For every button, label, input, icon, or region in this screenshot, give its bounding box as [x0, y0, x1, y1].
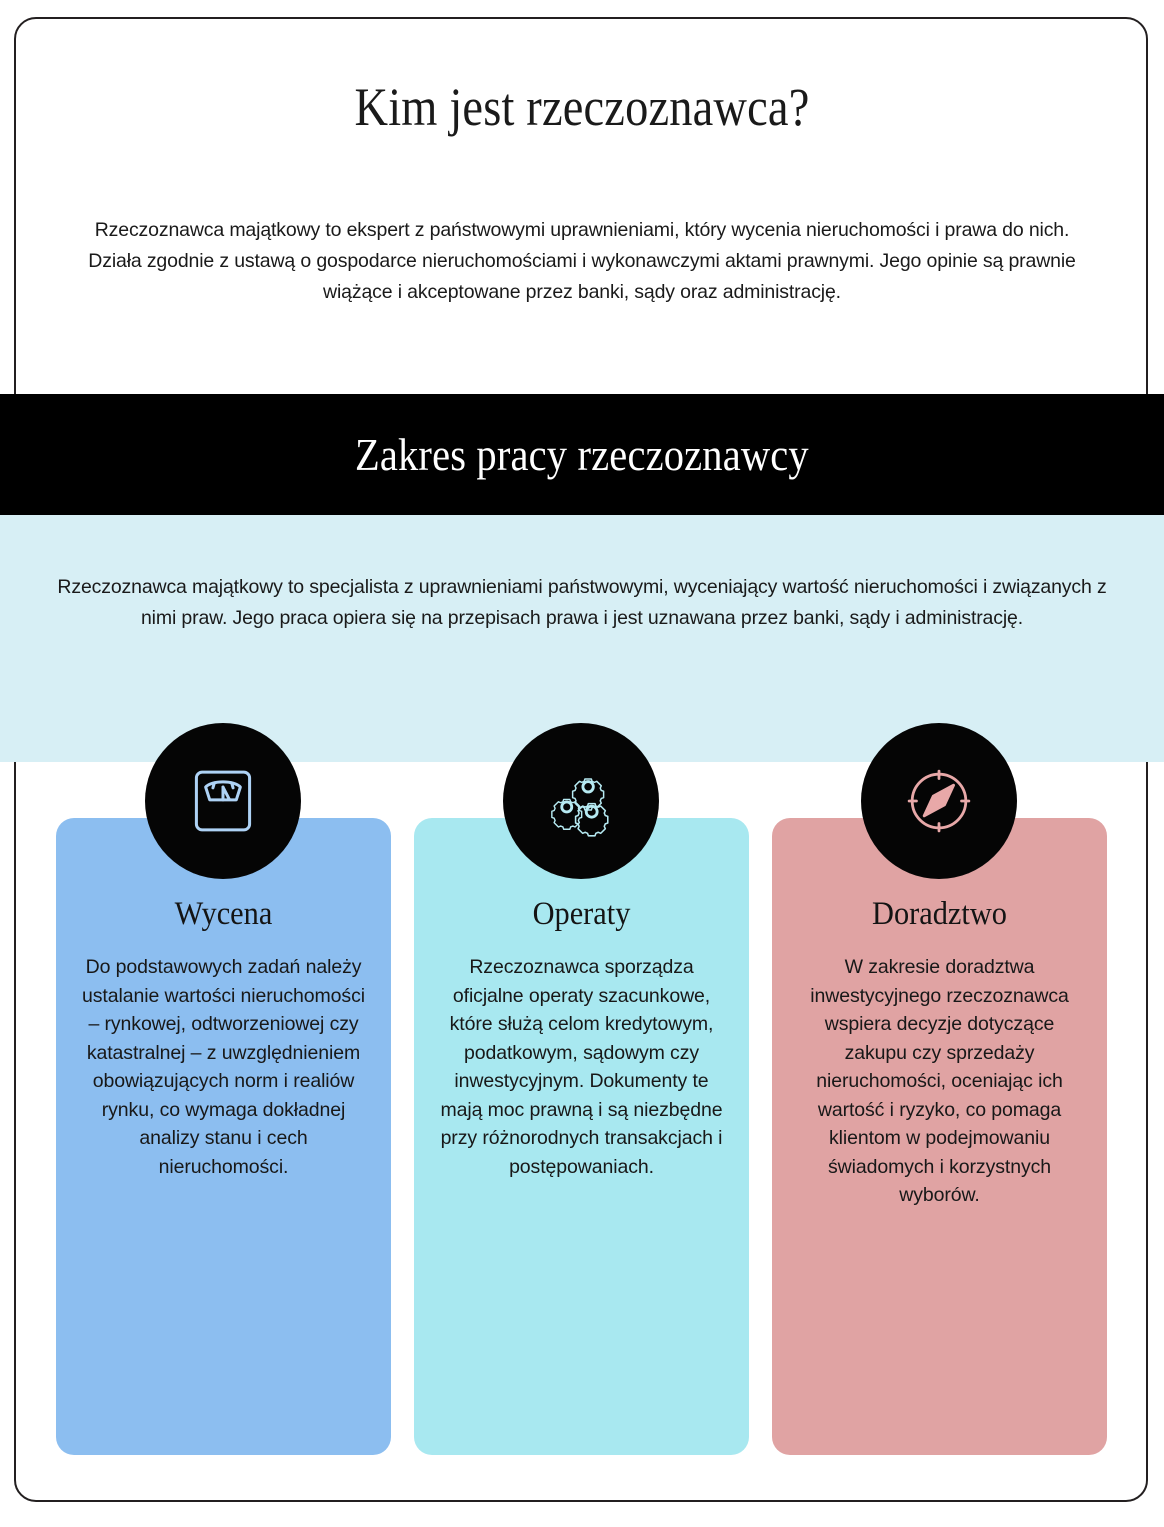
card-body-doradztwo: W zakresie doradztwa inwestycyjnego rzeczoznawca wspiera decyzje dotyczące zakupu czy sprzedaży nieruchomości, oceniając ich wartość i ryzyko, co pomaga klientom w podejmowaniu świadomych i korzystnych wyborów. — [810, 956, 1069, 1206]
icon-badge-operaty — [503, 723, 659, 879]
card-doradztwo[interactable] — [772, 818, 1107, 1455]
compass-icon — [900, 762, 978, 840]
card-operaty[interactable] — [414, 818, 749, 1455]
icon-badge-wycena — [145, 723, 301, 879]
gears-icon — [543, 763, 619, 839]
page-title: Kim jest rzeczoznawca? — [354, 77, 810, 137]
card-title-operaty: Operaty — [532, 896, 631, 932]
weighing-scale-icon — [186, 764, 260, 838]
icon-badge-doradztwo — [861, 723, 1017, 879]
card-title-wycena: Wycena — [174, 896, 273, 932]
summary-paragraph: Rzeczoznawca majątkowy to specjalista z uprawnieniami państwowymi, wyceniający wartość nieruchomości i związanych z nimi praw. Jego praca opiera się na przepisach prawa i jest uznawana przez banki, sądy i administrację. — [57, 576, 1107, 629]
card-wycena[interactable] — [56, 818, 391, 1455]
intro-paragraph: Rzeczoznawca majątkowy to ekspert z państwowymi uprawnieniami, który wycenia nieruchomości i prawa do nich. Działa zgodnie z ustawą o gospodarce nieruchomościami i wykonawczymi aktami prawnymi. Jego opinie są prawnie wiążące i akceptowane przez banki, sądy oraz administrację. — [88, 219, 1076, 303]
card-title-doradztwo: Doradztwo — [872, 896, 1007, 932]
card-body-wycena: Do podstawowych zadań należy ustalanie wartości nieruchomości – rynkowej, odtworzeniowej czy katastralnej – z uwzględnieniem obowiązujących norm i realiów rynku, co wymaga dokładnej analizy stanu i cech nieruchomości. — [82, 956, 365, 1178]
card-body-operaty: Rzeczoznawca sporządza oficjalne operaty szacunkowe, które służą celom kredytowym, podatkowym, sądowym czy inwestycyjnym. Dokumenty te mają moc prawną i są niezbędne przy różnorodnych transakcjach i postępowaniach. — [440, 956, 723, 1178]
banner-title: Zakres pracy rzeczoznawcy — [355, 429, 809, 480]
